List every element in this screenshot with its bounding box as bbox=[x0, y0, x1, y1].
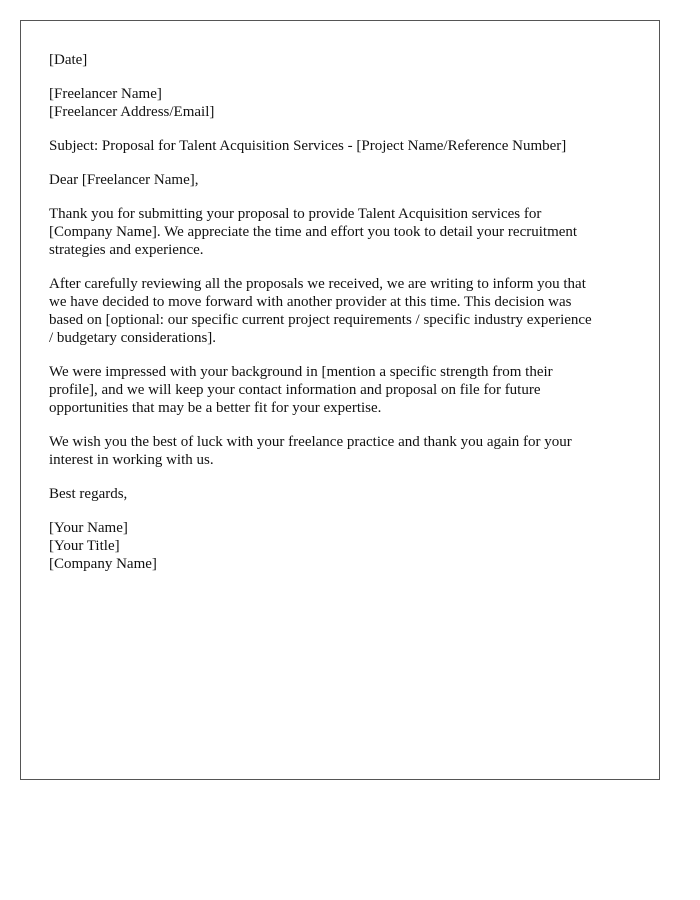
text-line: After carefully reviewing all the proposals we received, we are writing to inform you that bbox=[49, 276, 586, 292]
text-line: [Your Name] bbox=[49, 520, 128, 536]
salutation bbox=[49, 171, 649, 189]
text-line: based on [optional: our specific current project requirements / specific industry experience bbox=[49, 312, 592, 328]
paragraph-decision bbox=[49, 275, 649, 347]
text-line: Dear [Freelancer Name], bbox=[49, 172, 199, 188]
letter-page bbox=[20, 20, 660, 780]
text-line: [Freelancer Address/Email] bbox=[49, 104, 215, 120]
text-line: strategies and experience. bbox=[49, 242, 204, 258]
text-line: [Company Name] bbox=[49, 556, 157, 572]
text-line: profile], and we will keep your contact information and proposal on file for future bbox=[49, 382, 541, 398]
text-line: [Your Title] bbox=[49, 538, 120, 554]
text-line: We were impressed with your background in [mention a specific strength from their bbox=[49, 364, 553, 380]
text-line: [Company Name]. We appreciate the time and effort you took to detail your recruitment bbox=[49, 224, 578, 240]
text-line: / budgetary considerations]. bbox=[49, 330, 217, 346]
date bbox=[49, 51, 649, 69]
text-line: interest in working with us. bbox=[49, 452, 214, 468]
text-line: We wish you the best of luck with your freelance practice and thank you again for your bbox=[49, 434, 572, 450]
paragraph-impressed bbox=[49, 363, 649, 417]
text-line: [Freelancer Name] bbox=[49, 86, 162, 102]
closing bbox=[49, 485, 649, 503]
recipient-block bbox=[49, 85, 649, 121]
subject-line bbox=[49, 137, 649, 155]
text-line: opportunities that may be a better fit for your expertise. bbox=[49, 400, 382, 416]
letter-body bbox=[49, 51, 649, 589]
signature-block bbox=[49, 519, 649, 573]
text-line: Thank you for submitting your proposal to provide Talent Acquisition services for bbox=[49, 206, 542, 222]
text-line: [Date] bbox=[49, 52, 88, 68]
text-line: we have decided to move forward with another provider at this time. This decision was bbox=[49, 294, 572, 310]
text-line: Best regards, bbox=[49, 486, 128, 502]
paragraph-wishes bbox=[49, 433, 649, 469]
paragraph-thanks bbox=[49, 205, 649, 259]
text-line: Subject: Proposal for Talent Acquisition Services - [Project Name/Reference Number] bbox=[49, 138, 567, 154]
